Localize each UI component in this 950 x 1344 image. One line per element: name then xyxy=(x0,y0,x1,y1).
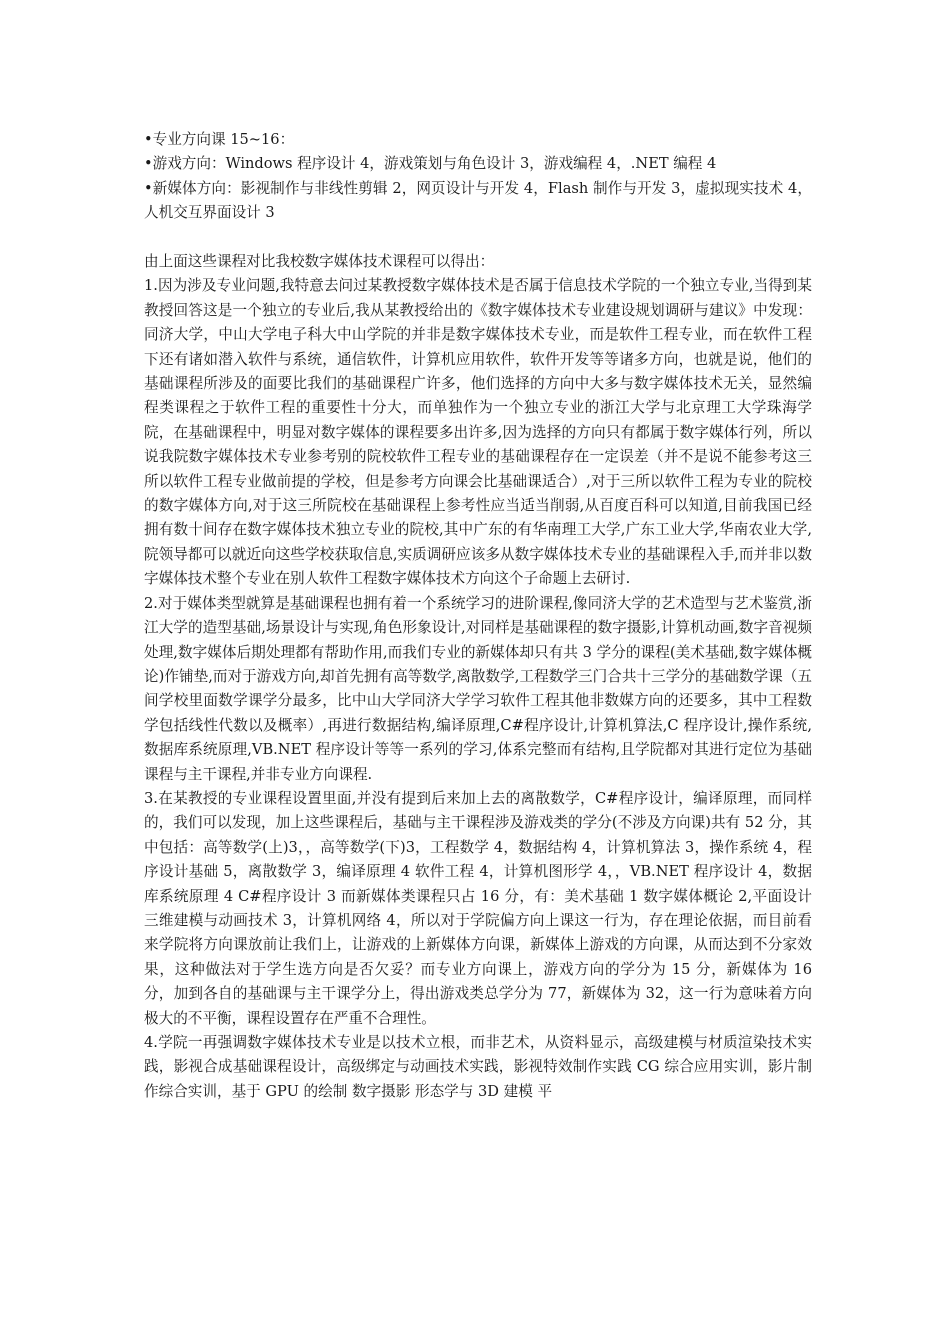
document-page xyxy=(144,128,812,1104)
paragraph-3: 3.在某教授的专业课程设置里面,并没有提到后来加上去的离散数学，C#程序设计，编译原理，而同样的，我们可以发现，加上这些课程后，基础与主干课程涉及游戏类的学分(不涉及方向课)共有 52 分，其中包括：高等数学(上)3，，高等数学(下)3，工程数学 4，数据结构 4，计算机算法 3，操作系统 4，程序设计基础 5，离散数学 3，编译原理 4 软件工程 4，计算机图形学 4，，VB.NET 程序设计 4，数据库系统原理 4 C#程序设计 3 而新媒体类课程只占 16 分，有：美术基础 1 数字媒体概论 2,平面设计 三维建模与动画技术 3，计算机网络 4，所以对于学院偏方向上课这一行为，存在理论依据，而目前看来学院将方向课放前让我们上，让游戏的上新媒体方向课，新媒体上游戏的方向课，从而达到不分家效果，这种做法对于学生选方向是否欠妥？而专业方向课上，游戏方向的学分为 15 分，新媒体为 16 分，加到各自的基础课与主干课学分上，得出游戏类总学分为 77，新媒体为 32，这一行为意味着方向极大的不平衡，课程设置存在严重不合理性。 xyxy=(144,789,812,1027)
blank-line xyxy=(144,226,812,250)
bullet-list xyxy=(144,128,812,226)
bullet-item-game-direction: •游戏方向：Windows 程序设计 4，游戏策划与角色设计 3，游戏编程 4，.NET 编程 4 xyxy=(144,155,717,173)
intro-text: 由上面这些课程对比我校数字媒体技术课程可以得出： xyxy=(144,253,495,271)
paragraph-1: 1.因为涉及专业问题,我特意去问过某教授数字媒体技术是否属于信息技术学院的一个独立专业,当得到某教授回答这是一个独立的专业后,我从某教授给出的《数字媒体技术专业建设规划调研与建议》中发现：同济大学，中山大学电子科大中山学院的并非是数字媒体技术专业，而是软件工程专业，而在软件工程下还有诸如潜入软件与系统，通信软件，计算机应用软件，软件开发等等诸多方向，也就是说，他们的基础课程所涉及的面要比我们的基础课程广许多，他们选择的方向中大多与数字媒体技术无关，显然编程类课程之于软件工程的重要性十分大，而单独作为一个独立专业的浙江大学与北京理工大学珠海学院，在基础课程中，明显对数字媒体的课程要多出许多,因为选择的方向只有都属于数字媒体行列，所以说我院数字媒体技术专业参考别的院校软件工程专业的基础课程存在一定误差（并不是说不能参考这三所以软件工程专业做前提的学校，但是参考方向课会比基础课适合）,对于三所以软件工程为专业的院校的数字媒体方向,对于这三所院校在基础课程上参考性应当适当削弱,从百度百科可以知道,目前我国已经拥有数十间存在数字媒体技术独立专业的院校,其中广东的有华南理工大学,广东工业大学,华南农业大学,院领导都可以就近向这些学校获取信息,实质调研应该多从数字媒体技术专业的基础课程入手,而并非以数字媒体技术整个专业在别人软件工程数字媒体技术方向这个子命题上去研讨. xyxy=(144,277,812,588)
paragraph-2: 2.对于媒体类型就算是基础课程也拥有着一个系统学习的进阶课程,像同济大学的艺术造型与艺术鉴赏,浙江大学的造型基础,场景设计与实现,角色形象设计,对同样是基础课程的数字摄影,计算机动画,数字音视频处理,数字媒体后期处理都有帮助作用,而我们专业的新媒体却只有共 3 学分的课程(美术基础,数字媒体概论)作铺垫,而对于游戏方向,却首先拥有高等数学,离散数学,工程数学三门合共十三学分的基础数学课（五间学校里面数学课学分最多，比中山大学同济大学学习软件工程其他非数媒方向的还要多，其中工程数学包括线性代数以及概率）,再进行数据结构,编译原理,C#程序设计,计算机算法,C 程序设计,操作系统,数据库系统原理,VB.NET 程序设计等等一系列的学习,体系完整而有结构,且学院都对其进行定位为基础课程与主干课程,并非专业方向课程. xyxy=(144,594,812,783)
bullet-item-new-media-direction: •新媒体方向：影视制作与非线性剪辑 2，网页设计与开发 4，Flash 制作与开发 3，虚拟现实技术 4，人机交互界面设计 3 xyxy=(144,179,812,222)
paragraph-4: 4.学院一再强调数字媒体技术专业是以技术立根，而非艺术，从资料显示，高级建模与材质渲染技术实践，影视合成基础课程设计，高级绑定与动画技术实践，影视特效制作实践 CG 综合应用实训，影片制作综合实训，基于 GPU 的绘制 数字摄影 形态学与 3D 建模 平 xyxy=(144,1034,812,1100)
bullet-item-direction-credits: •专业方向课 15~16： xyxy=(144,131,295,148)
